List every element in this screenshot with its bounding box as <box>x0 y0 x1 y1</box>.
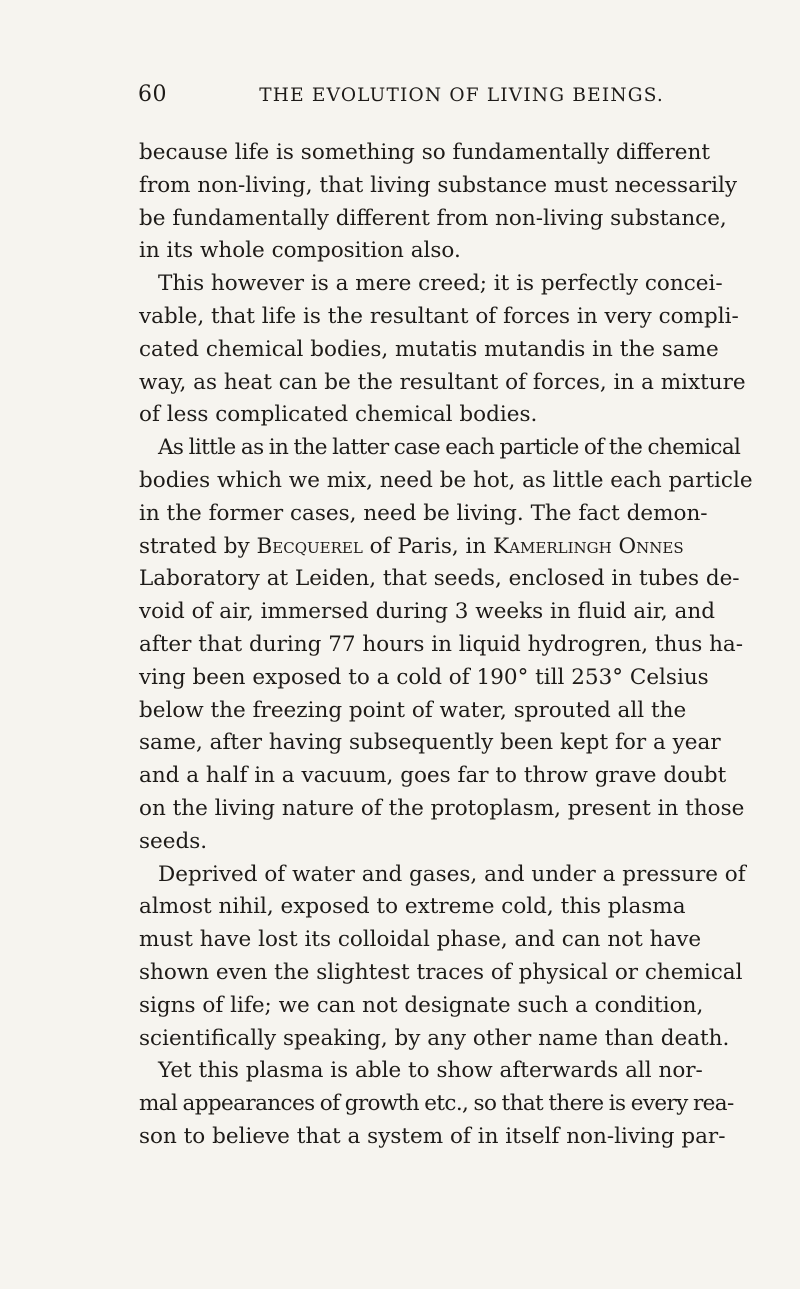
paragraph-start-line: As little as in the latter case each particle of the chemical <box>158 435 741 461</box>
text-line: void of air, immersed during 3 weeks in fluid air, and <box>139 599 715 625</box>
text-line: on the living nature of the protoplasm, present in those <box>139 795 745 821</box>
text-line: in its whole composition also. <box>139 238 461 264</box>
running-head: THE EVOLUTION OF LIVING BEINGS. <box>259 85 664 106</box>
text-line: bodies which we mix, need be hot, as little each particle <box>139 467 753 493</box>
text-line: in the former cases, need be living. The fact demon- <box>139 500 708 526</box>
text-segment: of Paris, in <box>362 533 494 559</box>
paragraph-start-line: This however is a mere creed; it is perfectly concei- <box>158 271 723 297</box>
author-name-becquerel: Becquerel <box>256 533 363 559</box>
body-text <box>139 137 753 1154</box>
text-line: cated chemical bodies, mutatis mutandis in the same <box>139 336 719 362</box>
text-line: after that during 77 hours in liquid hydrogren, thus ha- <box>139 631 743 657</box>
paragraph-start-line: Deprived of water and gases, and under a pressure of <box>158 861 746 887</box>
text-line: mal appearances of growth etc., so that there is every rea- <box>139 1091 734 1117</box>
text-line: because life is something so fundamentally different <box>139 140 711 165</box>
text-line: vable, that life is the resultant of forces in very compli- <box>139 303 739 329</box>
text-line: ving been exposed to a cold of 190° till 253° Celsius <box>139 664 709 690</box>
text-line: almost nihil, exposed to extreme cold, this plasma <box>139 894 686 920</box>
text-line: be fundamentally different from non-living substance, <box>139 205 727 231</box>
text-line: seeds. <box>139 828 208 854</box>
text-line: Laboratory at Leiden, that seeds, enclosed in tubes de- <box>139 566 740 592</box>
text-line <box>139 531 684 564</box>
text-line: of less complicated chemical bodies. <box>139 402 538 428</box>
text-line: and a half in a vacuum, goes far to throw grave doubt <box>139 763 727 789</box>
text-line: must have lost its colloidal phase, and can not have <box>139 927 702 953</box>
text-line: same, after having subsequently been kept for a year <box>139 730 721 756</box>
text-line: below the freezing point of water, sprouted all the <box>139 697 687 723</box>
page-header <box>138 82 668 112</box>
text-line: way, as heat can be the resultant of forces, in a mixture <box>139 369 746 395</box>
text-line: from non-living, that living substance must necessarily <box>139 172 738 198</box>
paragraph-start-line: Yet this plasma is able to show afterwards all nor- <box>158 1058 703 1084</box>
text-line: shown even the slightest traces of physical or chemical <box>139 959 743 985</box>
text-segment: strated by <box>139 533 257 559</box>
page-number: 60 <box>138 82 167 107</box>
author-name-kamerlingh-onnes: Kamerlingh Onnes <box>493 533 684 559</box>
text-line: scientifically speaking, by any other name than death. <box>139 1025 730 1051</box>
text-line: signs of life; we can not designate such a condition, <box>139 992 704 1018</box>
text-line: son to believe that a system of in itself non-living par- <box>139 1123 726 1149</box>
